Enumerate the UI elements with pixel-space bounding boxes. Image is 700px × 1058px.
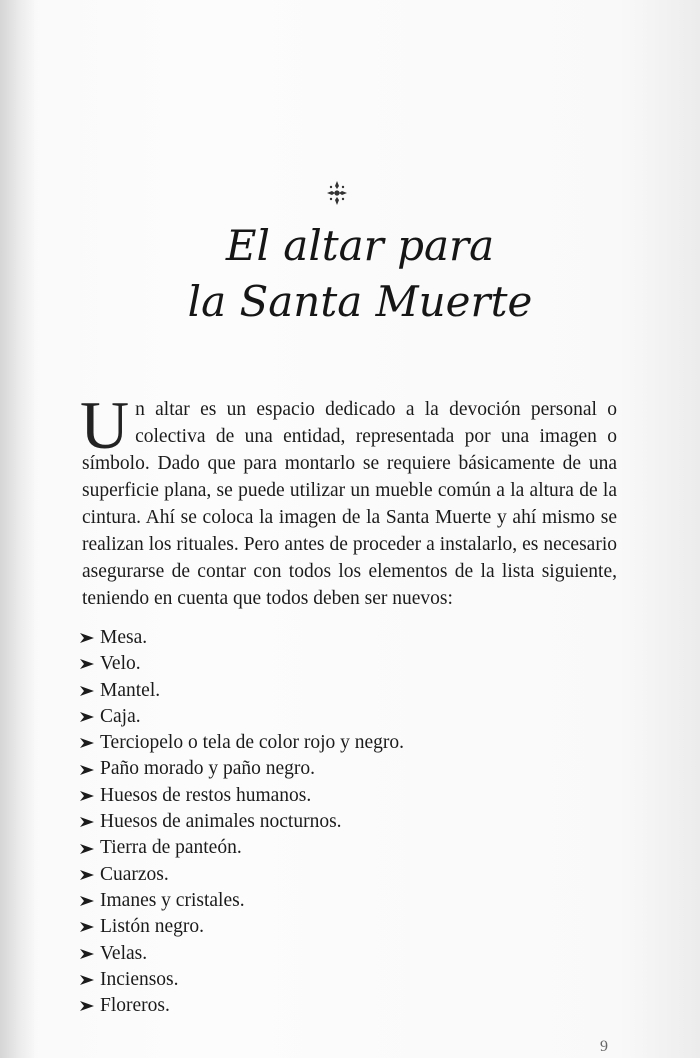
drop-cap: U	[80, 387, 130, 463]
list-item	[78, 783, 404, 809]
list-item	[78, 704, 404, 730]
list-item	[78, 888, 404, 914]
list-item-label: Mantel.	[100, 679, 161, 701]
altar-items-list	[78, 625, 404, 1019]
list-item-label: Tierra de panteón.	[100, 837, 242, 859]
page-number: 9	[600, 1038, 608, 1055]
list-item	[78, 993, 404, 1019]
arrowhead-bullet-icon	[78, 790, 96, 802]
list-item-label: Velo.	[100, 653, 141, 675]
chapter-title	[0, 218, 700, 330]
arrowhead-bullet-icon	[78, 1000, 96, 1012]
chapter-title-line-2: la Santa Muerte	[187, 277, 533, 326]
arrowhead-bullet-icon	[78, 974, 96, 986]
list-item	[78, 941, 404, 967]
fleuron-cross-icon	[326, 180, 348, 206]
list-item	[78, 730, 404, 756]
arrowhead-bullet-icon	[78, 658, 96, 670]
list-item	[78, 809, 404, 835]
arrowhead-bullet-icon	[78, 764, 96, 776]
arrowhead-bullet-icon	[78, 737, 96, 749]
page-binding-shadow	[0, 0, 34, 1058]
arrowhead-bullet-icon	[78, 816, 96, 828]
arrowhead-bullet-icon	[78, 843, 96, 855]
list-item	[78, 914, 404, 940]
list-item-label: Imanes y cristales.	[100, 889, 245, 911]
list-item	[78, 967, 404, 993]
arrowhead-bullet-icon	[78, 685, 96, 697]
list-item-label: Terciopelo o tela de color rojo y negro.	[100, 732, 405, 754]
list-item-label: Huesos de restos humanos.	[100, 784, 312, 806]
list-item	[78, 678, 404, 704]
arrowhead-bullet-icon	[78, 895, 96, 907]
list-item-label: Caja.	[100, 705, 141, 727]
list-item	[78, 862, 404, 888]
list-item-label: Paño morado y paño negro.	[100, 758, 315, 780]
arrowhead-bullet-icon	[78, 632, 96, 644]
chapter-title-line-1: El altar para	[225, 221, 495, 270]
intro-paragraph-text: n altar es un espacio dedicado a la devoción personal o colectiva de una entidad, representada por una imagen o símbolo. Dado que para montarlo se requiere básicamente de una superficie plana, se puede utilizar un mueble común a la altura de la cintura. Ahí se coloca la imagen de la Santa Muerte y ahí mismo se realizan los rituales. Pero antes de proceder a instalarlo, es necesario asegurarse de contar con todos los elementos de la lista siguiente, teniendo en cuenta que todos deben ser nuevos:	[82, 399, 617, 609]
arrowhead-bullet-icon	[78, 921, 96, 933]
list-item	[78, 625, 404, 651]
list-item-label: Velas.	[100, 942, 148, 964]
arrowhead-bullet-icon	[78, 711, 96, 723]
arrowhead-bullet-icon	[78, 869, 96, 881]
list-item-label: Listón negro.	[100, 916, 204, 938]
list-item	[78, 756, 404, 782]
arrowhead-bullet-icon	[78, 948, 96, 960]
list-item	[78, 835, 404, 861]
list-item-label: Floreros.	[100, 995, 170, 1017]
list-item-label: Huesos de animales nocturnos.	[100, 811, 342, 833]
list-item-label: Mesa.	[100, 627, 148, 648]
list-item	[78, 651, 404, 677]
intro-paragraph	[80, 387, 617, 612]
list-item-label: Cuarzos.	[100, 863, 169, 885]
list-item-label: Inciensos.	[100, 968, 179, 990]
